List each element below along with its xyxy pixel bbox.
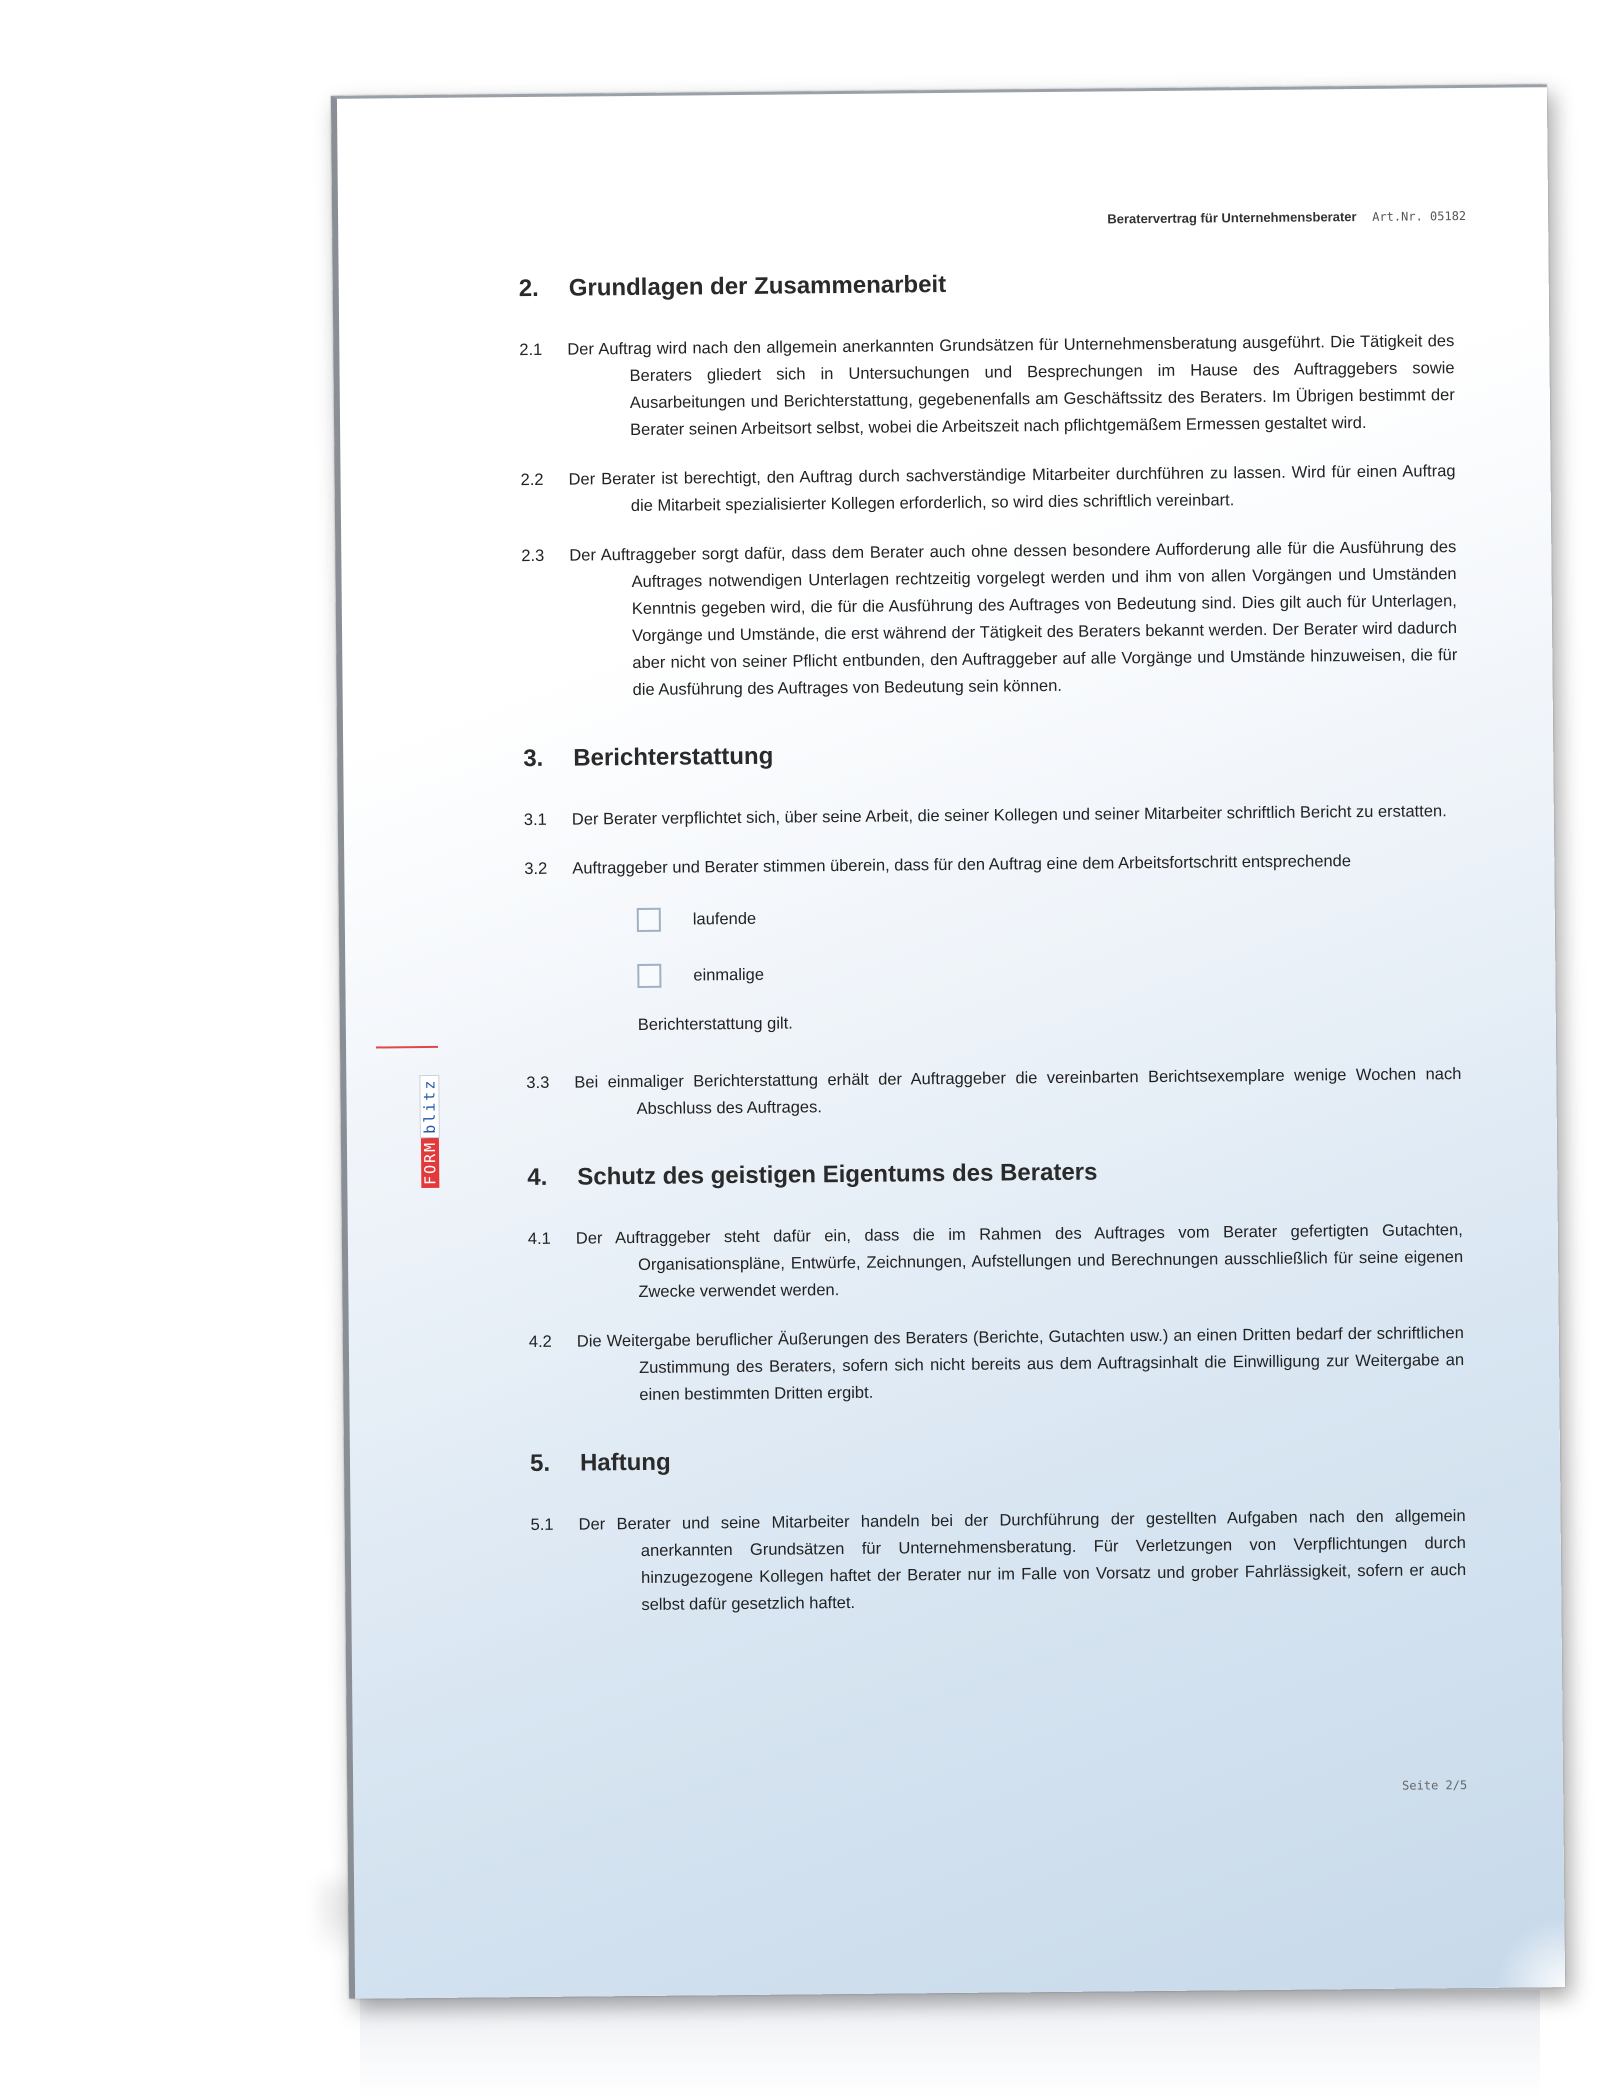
corner-glare xyxy=(1494,1917,1565,1988)
option-label: einmalige xyxy=(693,965,765,984)
clause-number: 3.3 xyxy=(526,1073,550,1093)
clause-text: Der Berater ist berechtigt, den Auftrag durch sachverständige Mitarbeiter durchführen zu lassen. Wird für einen Auftrag die Mitarbeit spezialisierter Kollegen erforderlich, so wird dies schriftlich vereinbart. xyxy=(568,462,1456,516)
document-title: Beratervertrag für Unternehmensberater xyxy=(1107,209,1357,227)
section-5 xyxy=(530,1441,1467,1620)
logo-form-text: FORM xyxy=(421,1138,439,1188)
clause-text: Auftraggeber und Berater stimmen überein, dass für den Auftrag eine dem Arbeitsfortschritt entsprechende xyxy=(572,852,1352,878)
clause-number: 4.1 xyxy=(527,1229,551,1249)
section-title: Berichterstattung xyxy=(573,742,774,772)
option-label: laufende xyxy=(692,909,757,928)
clause-2-1 xyxy=(519,328,1455,445)
section-number: 3. xyxy=(523,744,544,773)
section-heading xyxy=(519,266,1454,303)
page-number: Seite 2/5 xyxy=(1402,1778,1468,1793)
clause-5-1 xyxy=(530,1503,1466,1620)
section-heading xyxy=(530,1441,1465,1478)
logo-blitz-text: blitz xyxy=(419,1075,440,1138)
clause-number: 4.2 xyxy=(528,1332,552,1352)
options-continuation: Berichterstattung gilt. xyxy=(637,1014,793,1034)
clause-text: Der Auftraggeber steht dafür ein, dass die im Rahmen des Auftrages vom Berater gefertigten Gutachten, Organisationspläne, Entwürfe, Zeichnungen, Aufstellungen und Berechnungen ausschließlich für seine eigenen Zwecke verwendet werden. xyxy=(575,1221,1464,1301)
section-2 xyxy=(519,266,1458,705)
clause-number: 3.2 xyxy=(524,859,548,879)
clause-2-3 xyxy=(521,534,1458,705)
paper-reflection xyxy=(360,1990,1540,2100)
clause-3-3 xyxy=(526,1061,1461,1124)
clause-text: Der Berater und seine Mitarbeiter handeln bei der Durchführung der gestellten Aufgaben nach den allgemein anerkannten Grundsätzen für Unternehmensberatung. Für Verletzungen von Verpflichtungen durch hinzugezogene Kollegen haftet der Berater nur im Falle von Vorsatz und grober Fahrlässigkeit, sofern er auch selbst dafür gesetzlich haftet. xyxy=(578,1507,1467,1614)
clause-number: 3.1 xyxy=(523,810,547,830)
clause-text: Der Auftraggeber sorgt dafür, dass dem Berater auch ohne dessen besondere Aufforderung alle für die Ausführung des Auftrages notwendigen Unterlagen rechtzeitig vorgelegt werden und ihm von allen Vorgängen und Umständen Kenntnis gegeben wird, die für die Ausführung des Auftrages von Bedeutung sind. Dies gilt auch für Unterlagen, Vorgänge und Umstände, die erst während der Tätigkeit des Beraters bekannt werden. Der Berater wird dadurch aber nicht von seiner Pflicht entbunden, den Auftraggeber auf alle Vorgänge und Umstände hinzuweisen, die für die Ausführung des Auftrages von Bedeutung sein können. xyxy=(569,538,1458,700)
section-4 xyxy=(527,1155,1464,1410)
clause-text: Bei einmaliger Berichterstattung erhält der Auftraggeber die vereinbarten Berichtsexemplare wenige Wochen nach Abschluss des Auftrages. xyxy=(574,1065,1462,1118)
clause-text: Der Berater verpflichtet sich, über seine Arbeit, die seiner Kollegen und seiner Mitarbeiter schriftlich Bericht zu erstatten. xyxy=(571,802,1447,829)
clause-2-2 xyxy=(520,458,1455,521)
section-title: Schutz des geistigen Eigentums des Beraters xyxy=(577,1158,1098,1191)
option-laufende[interactable] xyxy=(637,884,1460,948)
page-header xyxy=(1107,208,1466,226)
section-number: 2. xyxy=(518,274,539,303)
clause-number: 2.1 xyxy=(519,340,543,360)
section-heading xyxy=(527,1155,1462,1192)
checkbox-laufende[interactable] xyxy=(637,908,661,932)
section-title: Haftung xyxy=(579,1448,671,1477)
section-heading xyxy=(523,736,1458,773)
document-page xyxy=(331,84,1565,1999)
section-3 xyxy=(523,736,1462,1124)
formblitz-logo xyxy=(418,1038,441,1188)
clause-3-2 xyxy=(524,847,1459,883)
option-einmalige[interactable] xyxy=(637,940,1460,1004)
clause-number: 2.3 xyxy=(521,546,545,566)
section-title: Grundlagen der Zusammenarbeit xyxy=(568,270,947,302)
clause-number: 5.1 xyxy=(530,1515,554,1535)
clause-3-1 xyxy=(524,798,1459,834)
section-number: 5. xyxy=(529,1449,551,1478)
checkbox-einmalige[interactable] xyxy=(637,964,661,988)
document-body xyxy=(519,266,1467,1660)
clause-4-2 xyxy=(529,1320,1465,1410)
clause-text: Der Auftrag wird nach den allgemein anerkannten Grundsätzen für Unternehmensberatung ausgeführt. Die Tätigkeit des Beraters gliedert sich in Untersuchungen und Besprechungen im Hause des Auftraggebers sowie Ausarbeitungen und Berichterstattung, gegebenenfalls am Geschäftssitz des Beraters. Im Übrigen bestimmt der Berater seinen Arbeitsort selbst, wobei die Arbeitszeit nach pflichtgemäßem Ermessen gestaltet wird. xyxy=(567,332,1455,440)
clause-text: Die Weitergabe beruflicher Äußerungen des Beraters (Berichte, Gutachten usw.) an einen Dritten bedarf der schriftlichen Zustimmung des Beraters, sofern sich nicht bereits aus dem Auftragsinhalt die Einwilligung zur Weitergabe an einen bestimmten Dritten ergibt. xyxy=(576,1324,1465,1404)
article-number: Art.Nr. 05182 xyxy=(1372,208,1467,224)
clause-number: 2.2 xyxy=(520,470,544,490)
clause-4-1 xyxy=(528,1217,1464,1307)
section-number: 4. xyxy=(527,1163,548,1192)
